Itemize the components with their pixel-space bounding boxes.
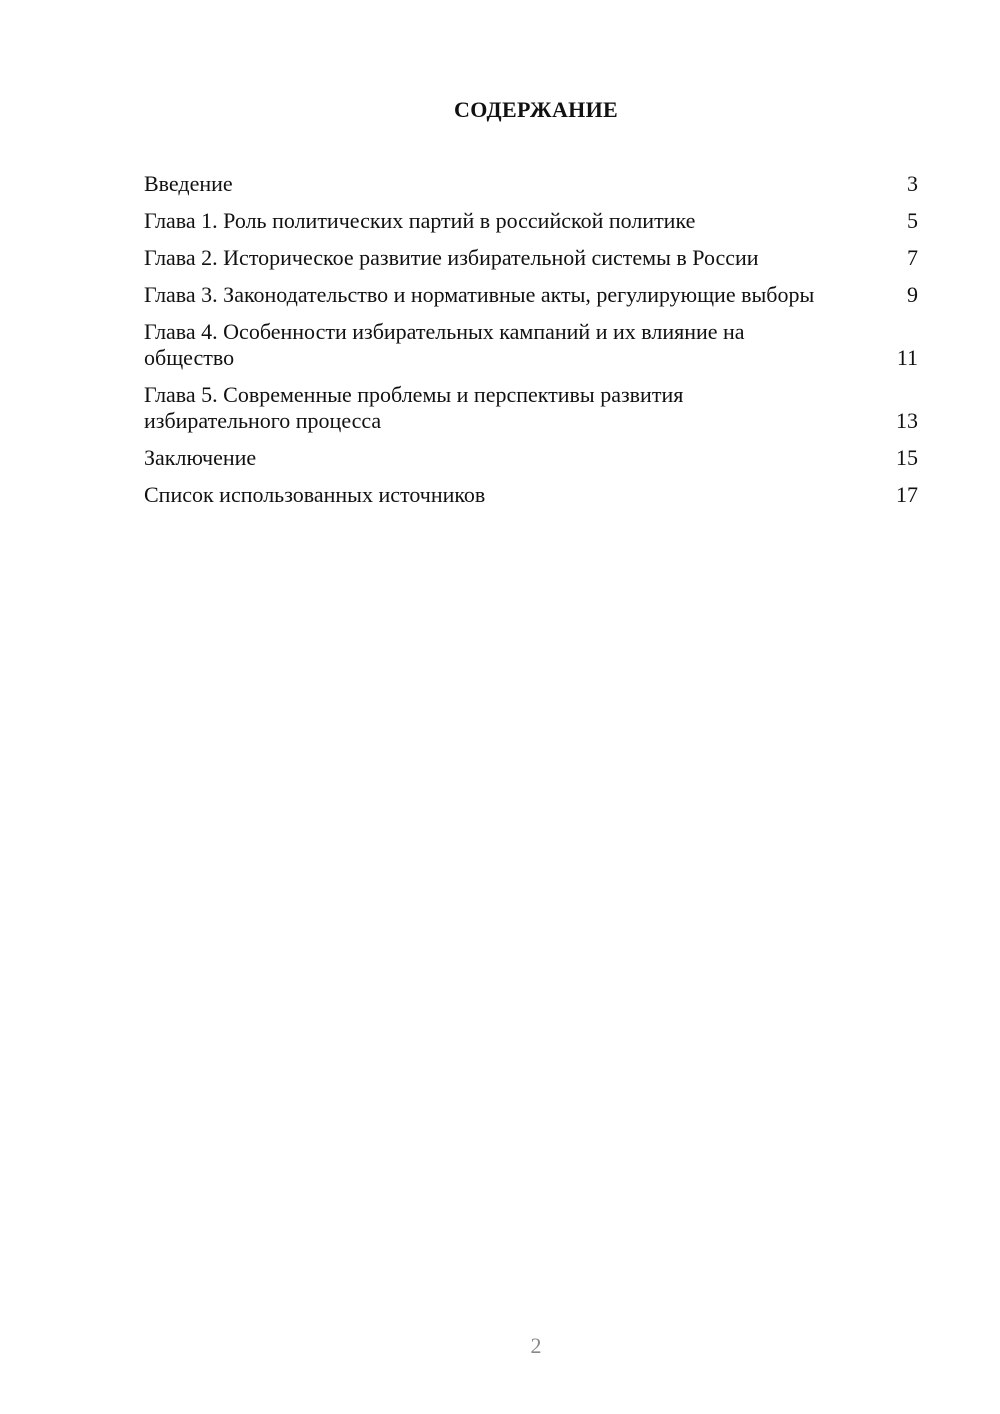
toc-entry-conclusion	[144, 445, 918, 471]
toc-entry-chapter-2	[144, 245, 918, 271]
toc-entry-chapter-5	[144, 382, 918, 434]
page-number: 2	[530, 1333, 542, 1358]
toc-entry-text: Введение	[144, 171, 233, 196]
toc-entry-text: Глава 4. Особенности избирательных кампаний и их влияние на общество	[144, 319, 745, 370]
toc-entry-text: Глава 2. Историческое развитие избирательной системы в России	[144, 245, 759, 270]
toc-entry-text: Глава 1. Роль политических партий в российской политике	[144, 208, 696, 233]
toc-entry-page: 3	[907, 171, 918, 196]
toc-entry-page: 15	[896, 445, 918, 470]
toc-entry-chapter-3	[144, 282, 918, 308]
toc-entry-text: Заключение	[144, 445, 257, 470]
toc-entry-page: 7	[907, 245, 918, 270]
toc-title: СОДЕРЖАНИЕ	[454, 97, 618, 122]
toc-entry-references	[144, 482, 918, 508]
toc-entry-page: 9	[907, 282, 918, 307]
table-of-contents	[144, 171, 918, 519]
toc-entry-page: 13	[896, 408, 918, 433]
toc-entry-introduction	[144, 171, 918, 197]
toc-entry-page: 17	[896, 482, 918, 507]
toc-entry-chapter-4	[144, 319, 918, 371]
toc-entry-text: Глава 3. Законодательство и нормативные акты, регулирующие выборы	[144, 282, 815, 307]
toc-entry-page: 5	[907, 208, 918, 233]
toc-entry-chapter-1	[144, 208, 918, 234]
toc-entry-page: 11	[896, 345, 918, 370]
toc-entry-text: Глава 5. Современные проблемы и перспективы развития избирательного процесса	[144, 382, 684, 433]
toc-entry-text: Список использованных источников	[144, 482, 486, 507]
